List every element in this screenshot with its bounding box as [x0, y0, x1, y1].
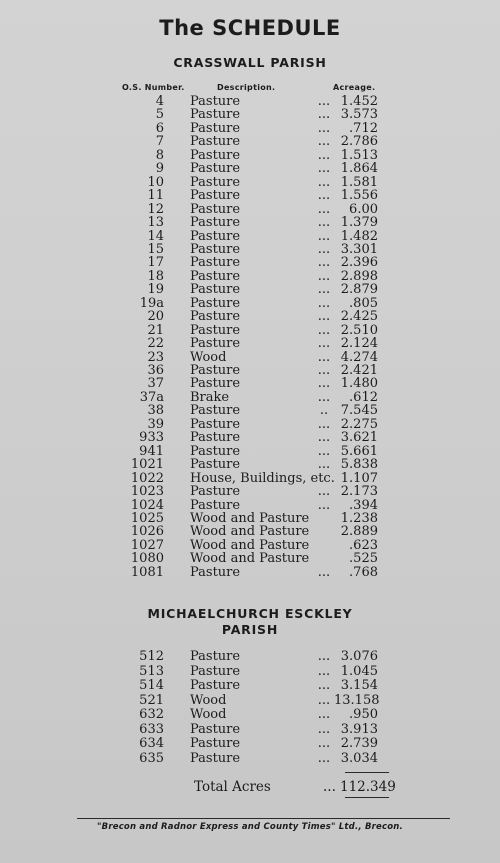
description: Wood	[190, 349, 227, 365]
os-number: 634	[139, 736, 164, 751]
page-title: The SCHEDULE	[159, 16, 341, 40]
description: Pasture	[190, 336, 241, 352]
acreage: 1.581	[340, 174, 378, 190]
table-row	[0, 230, 500, 243]
acreage: .768	[349, 564, 378, 580]
leader-dots: ...	[317, 282, 331, 298]
os-number: 7	[155, 134, 164, 150]
table-row	[0, 404, 500, 417]
table-row	[0, 708, 500, 721]
parish-heading-crasswall: CRASSWALL PARISH	[173, 55, 327, 70]
description: Pasture	[190, 228, 241, 244]
table-row	[0, 665, 500, 678]
table-row	[0, 723, 500, 736]
os-number: 8	[155, 147, 164, 163]
acreage: 6.00	[349, 201, 378, 217]
table-row	[0, 445, 500, 458]
acreage: 2.425	[340, 309, 378, 325]
description: Wood and Pasture	[190, 551, 310, 567]
description: Pasture	[190, 120, 241, 136]
acreage: .525	[349, 551, 378, 567]
os-number: 19a	[139, 295, 164, 311]
description: Pasture	[190, 107, 241, 123]
acreage: 2.898	[340, 268, 378, 284]
leader-dots: ...	[317, 228, 331, 244]
leader-dots: ...	[317, 389, 331, 405]
os-number: 1026	[130, 524, 164, 540]
table-row	[0, 337, 500, 350]
os-number: 1022	[130, 470, 164, 486]
table-row	[0, 472, 500, 485]
os-number: 36	[147, 363, 164, 378]
description: Pasture	[190, 295, 241, 311]
description: Pasture	[190, 147, 241, 163]
description: Pasture	[190, 188, 241, 204]
leader-dots: ...	[317, 349, 331, 365]
table-row	[0, 364, 500, 377]
acreage: 2.510	[340, 322, 378, 338]
acreage: 1.107	[340, 470, 378, 486]
os-number: 17	[147, 255, 164, 271]
os-number: 10	[147, 174, 164, 190]
column-header-description: Description.	[217, 83, 276, 92]
table-row	[0, 95, 500, 108]
leader-dots: ...	[317, 322, 331, 338]
os-number: 1080	[130, 551, 164, 567]
leader-dots: ..	[319, 403, 329, 419]
table-row	[0, 324, 500, 337]
description: Pasture	[190, 282, 241, 298]
table-row	[0, 737, 500, 750]
leader-dots: ...	[317, 295, 331, 311]
acreage: 1.864	[340, 161, 378, 177]
os-number: 513	[139, 663, 164, 679]
leader-dots: ...	[317, 376, 331, 392]
os-number: 15	[147, 241, 164, 257]
table-row	[0, 752, 500, 765]
description: Pasture	[190, 255, 241, 271]
leader-dots: ...	[317, 107, 331, 123]
os-number: 514	[139, 678, 164, 693]
acreage: 3.301	[340, 241, 378, 257]
leader-dots: ...	[317, 174, 331, 190]
leader-dots: ...	[317, 134, 331, 150]
acreage: .805	[349, 295, 378, 311]
description: Pasture	[190, 484, 241, 500]
description: Pasture	[190, 241, 241, 257]
table-row	[0, 391, 500, 404]
leader-dots: ...	[317, 707, 331, 722]
acreage: 1.379	[340, 215, 378, 231]
leader-dots: ...	[317, 750, 331, 766]
table-row	[0, 256, 500, 269]
leader-dots: ...	[317, 241, 331, 257]
acreage: .394	[349, 497, 378, 513]
table-row	[0, 566, 500, 579]
column-header-acreage: Acreage.	[333, 83, 376, 92]
leader-dots: ...	[317, 484, 331, 500]
description: Pasture	[190, 430, 241, 446]
description: Pasture	[190, 564, 241, 580]
leader-dots: ...	[317, 201, 331, 217]
os-number: 22	[147, 336, 164, 352]
os-number: 23	[147, 349, 164, 365]
leader-dots: ...	[317, 692, 331, 708]
acreage: .950	[349, 707, 378, 722]
os-number: 6	[155, 120, 164, 136]
table-row	[0, 552, 500, 565]
description: Pasture	[190, 663, 241, 679]
os-number: 20	[147, 309, 164, 325]
total-value: 112.349	[340, 779, 396, 795]
leader-dots: ...	[317, 416, 331, 432]
table-row	[0, 458, 500, 471]
leader-dots: ...	[317, 336, 331, 352]
table-row	[0, 135, 500, 148]
acreage: 2.889	[340, 524, 378, 540]
os-number: 13	[147, 215, 164, 231]
parish-heading-line1: MICHAELCHURCH ESCKLEY	[147, 606, 353, 621]
acreage: 2.739	[340, 736, 378, 751]
os-number: 4	[155, 94, 164, 109]
column-header-number: O.S. Number.	[122, 83, 185, 92]
table-row	[0, 149, 500, 162]
acreage: 1.045	[340, 663, 378, 679]
description: Wood	[190, 707, 227, 722]
leader-dots: ...	[317, 120, 331, 136]
table-row	[0, 189, 500, 202]
acreage: 5.661	[340, 443, 378, 459]
table-row	[0, 694, 500, 707]
os-number: 1024	[130, 497, 164, 513]
os-number: 11	[147, 188, 164, 204]
description: Pasture	[190, 215, 241, 231]
description: Pasture	[190, 322, 241, 338]
os-number: 941	[139, 443, 164, 459]
acreage: 2.275	[340, 416, 378, 432]
description: Pasture	[190, 457, 241, 473]
acreage: 1.238	[340, 510, 378, 526]
description: Pasture	[190, 94, 241, 109]
description: Pasture	[190, 174, 241, 190]
leader-dots: ...	[317, 497, 331, 513]
os-number: 37a	[139, 389, 164, 405]
table-row	[0, 679, 500, 692]
os-number: 1023	[130, 484, 164, 500]
os-number: 933	[139, 430, 164, 446]
sum-rule-bottom	[345, 797, 389, 798]
os-number: 632	[139, 707, 164, 722]
os-number: 635	[139, 750, 164, 766]
description: Wood and Pasture	[190, 524, 310, 540]
description: Pasture	[190, 497, 241, 513]
acreage: 3.913	[340, 721, 378, 737]
leader-dots: ...	[317, 147, 331, 163]
leader-dots: ...	[317, 430, 331, 446]
description: Pasture	[190, 721, 241, 737]
description: Pasture	[190, 736, 241, 751]
table-row	[0, 243, 500, 256]
leader-dots: ...	[317, 443, 331, 459]
description: Pasture	[190, 268, 241, 284]
table-row	[0, 176, 500, 189]
total-row	[0, 779, 500, 795]
description: Pasture	[190, 750, 241, 766]
os-number: 18	[147, 268, 164, 284]
leader-dots: ...	[317, 736, 331, 751]
os-number: 1021	[130, 457, 164, 473]
leader-dots: ...	[317, 721, 331, 737]
footer-rule	[77, 818, 450, 819]
leader-dots: ...	[317, 161, 331, 177]
acreage: 1.480	[340, 376, 378, 392]
description: Pasture	[190, 201, 241, 217]
os-number: 38	[147, 403, 164, 419]
leader-dots: ...	[317, 457, 331, 473]
table-row	[0, 310, 500, 323]
description: Pasture	[190, 443, 241, 459]
acreage: 7.545	[340, 403, 378, 419]
leader-dots: ...	[317, 564, 331, 580]
table-row	[0, 216, 500, 229]
table-row	[0, 377, 500, 390]
os-number: 1081	[130, 564, 164, 580]
description: Wood and Pasture	[190, 537, 310, 553]
os-number: 39	[147, 416, 164, 432]
os-number: 37	[147, 376, 164, 392]
leader-dots: ...	[317, 678, 331, 693]
os-number: 19	[147, 282, 164, 298]
description: Pasture	[190, 678, 241, 693]
acreage: 13.158	[334, 692, 380, 708]
table-row	[0, 203, 500, 216]
leader-dots: ...	[317, 268, 331, 284]
os-number: 1025	[130, 510, 164, 526]
total-dots: ...	[323, 779, 336, 795]
table-row	[0, 431, 500, 444]
acreage: 1.513	[340, 147, 378, 163]
acreage: 2.396	[340, 255, 378, 271]
table-row	[0, 525, 500, 538]
table-row	[0, 539, 500, 552]
acreage: 2.879	[340, 282, 378, 298]
leader-dots: ...	[317, 255, 331, 271]
description: Wood	[190, 692, 227, 708]
description: House, Buildings, etc.	[190, 470, 335, 486]
table-row	[0, 122, 500, 135]
table-row	[0, 351, 500, 364]
parish-heading-line2: PARISH	[221, 622, 279, 637]
description: Pasture	[190, 416, 241, 432]
leader-dots: ...	[317, 663, 331, 679]
leader-dots: ...	[317, 94, 331, 109]
acreage: 1.452	[340, 94, 378, 109]
acreage: .623	[349, 537, 378, 553]
description: Brake	[190, 389, 230, 405]
os-number: 521	[139, 692, 164, 708]
description: Wood and Pasture	[190, 510, 310, 526]
table-row	[0, 418, 500, 431]
os-number: 5	[155, 107, 164, 123]
description: Pasture	[190, 134, 241, 150]
leader-dots: ...	[317, 188, 331, 204]
acreage: 5.838	[340, 457, 378, 473]
description: Pasture	[190, 161, 241, 177]
acreage: .712	[349, 120, 378, 136]
acreage: 3.034	[340, 750, 378, 766]
table-row	[0, 650, 500, 663]
acreage: 3.621	[340, 430, 378, 446]
os-number: 1027	[130, 537, 164, 553]
acreage: 2.173	[340, 484, 378, 500]
os-number: 14	[147, 228, 164, 244]
acreage: 3.154	[340, 678, 378, 693]
printer-footer: "Brecon and Radnor Express and County Times" Ltd., Brecon.	[97, 822, 403, 832]
description: Pasture	[190, 376, 241, 392]
leader-dots: ...	[317, 363, 331, 378]
acreage: 1.556	[340, 188, 378, 204]
leader-dots: ...	[317, 215, 331, 231]
acreage: 3.076	[340, 649, 378, 664]
acreage: 2.421	[340, 363, 378, 378]
description: Pasture	[190, 309, 241, 325]
acreage: 2.124	[340, 336, 378, 352]
os-number: 512	[139, 649, 164, 664]
acreage: 2.786	[340, 134, 378, 150]
acreage: .612	[349, 389, 378, 405]
total-label: Total Acres	[194, 779, 271, 795]
parish-heading-michaelchurch	[0, 606, 500, 638]
leader-dots: ...	[317, 649, 331, 664]
table-row	[0, 162, 500, 175]
acreage: 4.274	[340, 349, 378, 365]
table-row	[0, 108, 500, 121]
table-row	[0, 512, 500, 525]
acreage: 3.573	[340, 107, 378, 123]
table-row	[0, 297, 500, 310]
table-row	[0, 270, 500, 283]
table-row	[0, 485, 500, 498]
sum-rule-top	[345, 772, 389, 773]
acreage: 1.482	[340, 228, 378, 244]
table-row	[0, 499, 500, 512]
os-number: 633	[139, 721, 164, 737]
description: Pasture	[190, 649, 241, 664]
os-number: 12	[147, 201, 164, 217]
leader-dots: ...	[317, 309, 331, 325]
description: Pasture	[190, 403, 241, 419]
os-number: 9	[155, 161, 164, 177]
description: Pasture	[190, 363, 241, 378]
os-number: 21	[147, 322, 164, 338]
table-row	[0, 283, 500, 296]
